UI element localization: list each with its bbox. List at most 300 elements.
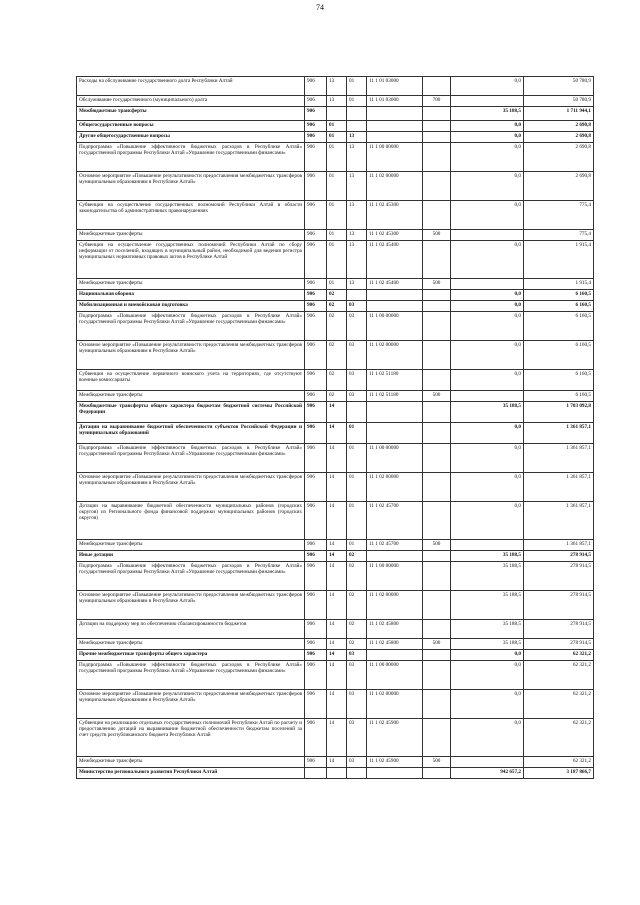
cell-amount-2: 62 321,2 bbox=[524, 650, 594, 661]
table-row bbox=[77, 391, 594, 402]
cell-name: Расходы на обслуживание государственного долга Республики Алтай bbox=[77, 77, 305, 96]
cell-subsection: 03 bbox=[347, 312, 367, 341]
cell-expense-type bbox=[423, 132, 451, 143]
cell-amount-2: 6 160,5 bbox=[524, 391, 594, 402]
cell-ved: 906 bbox=[305, 77, 327, 96]
cell-section: 14 bbox=[327, 591, 347, 620]
cell-target-article: 11 1 02 00000 bbox=[367, 341, 423, 370]
cell-subsection: 01 bbox=[347, 77, 367, 96]
cell-subsection bbox=[347, 107, 367, 121]
cell-amount-2: 1 361 857,1 bbox=[524, 540, 594, 551]
cell-section: 02 bbox=[327, 370, 347, 391]
cell-section: 14 bbox=[327, 661, 347, 690]
cell-subsection: 02 bbox=[347, 562, 367, 591]
cell-amount-1 bbox=[451, 540, 524, 551]
cell-section bbox=[327, 107, 347, 121]
cell-target-article bbox=[367, 650, 423, 661]
cell-amount-1: 0,0 bbox=[451, 241, 524, 279]
cell-expense-type: 700 bbox=[423, 96, 451, 107]
cell-expense-type bbox=[423, 107, 451, 121]
table-row bbox=[77, 121, 594, 132]
cell-target-article bbox=[367, 290, 423, 301]
cell-target-article: 11 1 02 00000 bbox=[367, 172, 423, 201]
cell-name: Основное мероприятие «Повышение результативности предоставления межбюджетных трансферов муниципальным образованиям в Республике Алтай» bbox=[77, 690, 305, 719]
cell-ved: 906 bbox=[305, 201, 327, 230]
cell-subsection: 03 bbox=[347, 661, 367, 690]
table-row bbox=[77, 143, 594, 172]
cell-amount-1: 0,0 bbox=[451, 473, 524, 502]
cell-ved: 906 bbox=[305, 290, 327, 301]
cell-amount-2: 1 361 857,1 bbox=[524, 473, 594, 502]
cell-ved: 906 bbox=[305, 639, 327, 650]
cell-amount-2: 62 321,2 bbox=[524, 690, 594, 719]
cell-amount-1: 35 188,5 bbox=[451, 107, 524, 121]
cell-ved: 906 bbox=[305, 661, 327, 690]
cell-target-article: 11 1 02 51180 bbox=[367, 391, 423, 402]
cell-subsection: 13 bbox=[347, 201, 367, 230]
cell-section: 02 bbox=[327, 391, 347, 402]
cell-section: 14 bbox=[327, 757, 347, 768]
cell-amount-2: 278 914,5 bbox=[524, 562, 594, 591]
cell-ved: 906 bbox=[305, 423, 327, 444]
cell-expense-type: 500 bbox=[423, 230, 451, 241]
cell-amount-2: 278 914,5 bbox=[524, 639, 594, 650]
cell-expense-type bbox=[423, 551, 451, 562]
cell-subsection bbox=[347, 768, 367, 779]
cell-amount-2: 2 690,8 bbox=[524, 121, 594, 132]
table-row bbox=[77, 402, 594, 423]
cell-target-article bbox=[367, 768, 423, 779]
cell-target-article: 11 1 02 45300 bbox=[367, 230, 423, 241]
table-row bbox=[77, 423, 594, 444]
cell-amount-1: 0,0 bbox=[451, 132, 524, 143]
cell-section: 01 bbox=[327, 143, 347, 172]
table-row bbox=[77, 172, 594, 201]
cell-name: Другие общегосударственные вопросы bbox=[77, 132, 305, 143]
cell-amount-1: 0,0 bbox=[451, 370, 524, 391]
cell-amount-2: 1 361 857,1 bbox=[524, 502, 594, 540]
cell-ved: 906 bbox=[305, 690, 327, 719]
cell-subsection: 01 bbox=[347, 473, 367, 502]
cell-name: Межбюджетные трансферты bbox=[77, 230, 305, 241]
cell-amount-1: 0,0 bbox=[451, 444, 524, 473]
table-row bbox=[77, 650, 594, 661]
cell-expense-type: 500 bbox=[423, 757, 451, 768]
table-row bbox=[77, 230, 594, 241]
cell-section: 14 bbox=[327, 650, 347, 661]
cell-subsection: 13 bbox=[347, 230, 367, 241]
cell-name: Обслуживание государственного (муниципального) долга bbox=[77, 96, 305, 107]
table-body bbox=[77, 77, 594, 779]
cell-amount-1: 0,0 bbox=[451, 341, 524, 370]
cell-section: 14 bbox=[327, 402, 347, 423]
cell-amount-1 bbox=[451, 230, 524, 241]
cell-amount-2: 278 914,5 bbox=[524, 551, 594, 562]
cell-amount-1: 0,0 bbox=[451, 172, 524, 201]
cell-ved: 906 bbox=[305, 107, 327, 121]
cell-expense-type bbox=[423, 290, 451, 301]
cell-subsection: 01 bbox=[347, 444, 367, 473]
cell-amount-1: 35 188,5 bbox=[451, 551, 524, 562]
cell-target-article: 11 1 02 45900 bbox=[367, 757, 423, 768]
cell-ved: 906 bbox=[305, 230, 327, 241]
cell-subsection: 02 bbox=[347, 591, 367, 620]
cell-amount-1: 942 657,2 bbox=[451, 768, 524, 779]
cell-section: 01 bbox=[327, 121, 347, 132]
cell-target-article: 11 1 02 45800 bbox=[367, 639, 423, 650]
table-row bbox=[77, 279, 594, 290]
table-row bbox=[77, 290, 594, 301]
cell-ved: 906 bbox=[305, 312, 327, 341]
cell-name: Национальная оборона bbox=[77, 290, 305, 301]
cell-amount-2: 62 321,2 bbox=[524, 719, 594, 757]
cell-target-article: 11 1 00 00000 bbox=[367, 562, 423, 591]
cell-ved: 906 bbox=[305, 301, 327, 312]
cell-amount-2: 278 914,5 bbox=[524, 591, 594, 620]
cell-expense-type bbox=[423, 402, 451, 423]
cell-target-article: 11 1 02 00000 bbox=[367, 591, 423, 620]
cell-subsection: 02 bbox=[347, 551, 367, 562]
cell-ved: 906 bbox=[305, 391, 327, 402]
cell-amount-2: 1 711 944,1 bbox=[524, 107, 594, 121]
cell-amount-1: 35 188,5 bbox=[451, 620, 524, 639]
cell-amount-1: 0,0 bbox=[451, 301, 524, 312]
cell-target-article bbox=[367, 107, 423, 121]
cell-name: Субвенции на осуществление государственных полномочий Республики Алтай по сбору информации от поселений, входящих в муниципальный район, необходимой для ведения регистра муниципальных нормативных правовых актов в Республике Алтай bbox=[77, 241, 305, 279]
table-row bbox=[77, 661, 594, 690]
cell-name: Министерство регионального развития Республики Алтай bbox=[77, 768, 305, 779]
cell-amount-1: 0,0 bbox=[451, 201, 524, 230]
cell-name: Подпрограмма «Повышение эффективности бюджетных расходов в Республике Алтай» государственной программы Республики Алтай «Управление государственными финансами» bbox=[77, 562, 305, 591]
cell-target-article: 11 1 02 45900 bbox=[367, 719, 423, 757]
cell-amount-2: 6 160,5 bbox=[524, 370, 594, 391]
cell-section: 01 bbox=[327, 241, 347, 279]
cell-amount-1: 0,0 bbox=[451, 312, 524, 341]
cell-ved: 906 bbox=[305, 241, 327, 279]
cell-expense-type bbox=[423, 444, 451, 473]
cell-section: 02 bbox=[327, 301, 347, 312]
cell-name: Дотации на выравнивание бюджетной обеспеченности субъектов Российской Федерации и муниципальных образований bbox=[77, 423, 305, 444]
cell-subsection: 13 bbox=[347, 279, 367, 290]
cell-target-article: 11 1 00 00000 bbox=[367, 312, 423, 341]
table-row bbox=[77, 341, 594, 370]
cell-ved: 906 bbox=[305, 473, 327, 502]
cell-amount-1: 0,0 bbox=[451, 661, 524, 690]
cell-expense-type: 500 bbox=[423, 279, 451, 290]
cell-target-article: 11 1 02 45400 bbox=[367, 241, 423, 279]
cell-expense-type bbox=[423, 312, 451, 341]
cell-amount-1: 0,0 bbox=[451, 423, 524, 444]
cell-subsection: 03 bbox=[347, 341, 367, 370]
cell-target-article bbox=[367, 132, 423, 143]
cell-expense-type bbox=[423, 473, 451, 502]
cell-subsection: 13 bbox=[347, 172, 367, 201]
cell-expense-type bbox=[423, 301, 451, 312]
cell-section: 02 bbox=[327, 312, 347, 341]
table-row bbox=[77, 540, 594, 551]
cell-expense-type bbox=[423, 77, 451, 96]
cell-ved: 906 bbox=[305, 719, 327, 757]
cell-amount-2: 2 690,8 bbox=[524, 172, 594, 201]
cell-target-article: 11 1 02 45700 bbox=[367, 540, 423, 551]
cell-amount-1: 0,0 bbox=[451, 690, 524, 719]
cell-expense-type bbox=[423, 562, 451, 591]
cell-subsection: 01 bbox=[347, 423, 367, 444]
cell-target-article: 11 1 01 03000 bbox=[367, 96, 423, 107]
cell-amount-2: 62 321,2 bbox=[524, 757, 594, 768]
cell-expense-type bbox=[423, 121, 451, 132]
cell-target-article: 11 1 02 00000 bbox=[367, 473, 423, 502]
cell-subsection: 03 bbox=[347, 719, 367, 757]
cell-target-article: 11 1 02 45300 bbox=[367, 201, 423, 230]
cell-expense-type: 500 bbox=[423, 540, 451, 551]
cell-subsection: 03 bbox=[347, 370, 367, 391]
table-row bbox=[77, 690, 594, 719]
cell-name: Основное мероприятие «Повышение результативности предоставления межбюджетных трансферов муниципальным образованиям в Республике Алтай» bbox=[77, 341, 305, 370]
table-row bbox=[77, 768, 594, 779]
cell-section: 01 bbox=[327, 132, 347, 143]
table-row bbox=[77, 301, 594, 312]
cell-section: 01 bbox=[327, 201, 347, 230]
cell-ved: 906 bbox=[305, 444, 327, 473]
cell-ved: 906 bbox=[305, 562, 327, 591]
cell-section: 14 bbox=[327, 690, 347, 719]
table-row bbox=[77, 96, 594, 107]
cell-ved: 906 bbox=[305, 502, 327, 540]
cell-section: 14 bbox=[327, 502, 347, 540]
cell-amount-1: 35 188,5 bbox=[451, 639, 524, 650]
table-row bbox=[77, 132, 594, 143]
cell-section: 14 bbox=[327, 444, 347, 473]
table-row bbox=[77, 77, 594, 96]
cell-amount-2: 1 361 857,1 bbox=[524, 423, 594, 444]
cell-name: Основное мероприятие «Повышение результативности предоставления межбюджетных трансферов муниципальным образованиям в Республике Алтай» bbox=[77, 172, 305, 201]
cell-amount-1: 35 188,5 bbox=[451, 562, 524, 591]
cell-subsection bbox=[347, 290, 367, 301]
cell-name: Дотации на выравнивание бюджетной обеспеченности муниципальных районов (городских округов) из Регионального фонда финансовой поддержки муниципальных районов (городских округов) bbox=[77, 502, 305, 540]
cell-amount-1: 0,0 bbox=[451, 143, 524, 172]
cell-section: 13 bbox=[327, 77, 347, 96]
cell-subsection bbox=[347, 402, 367, 423]
cell-name: Субвенции на осуществление государственных полномочий Республики Алтай в области законодательства об административных правонарушениях bbox=[77, 201, 305, 230]
cell-ved: 906 bbox=[305, 620, 327, 639]
cell-name: Дотации на поддержку мер по обеспечению сбалансированности бюджетов bbox=[77, 620, 305, 639]
cell-amount-2: 775,4 bbox=[524, 201, 594, 230]
cell-subsection: 02 bbox=[347, 620, 367, 639]
cell-section: 14 bbox=[327, 551, 347, 562]
cell-section: 14 bbox=[327, 473, 347, 502]
cell-section: 02 bbox=[327, 290, 347, 301]
table-row bbox=[77, 107, 594, 121]
cell-ved: 906 bbox=[305, 96, 327, 107]
table-row bbox=[77, 591, 594, 620]
cell-expense-type bbox=[423, 241, 451, 279]
cell-name: Подпрограмма «Повышение эффективности бюджетных расходов в Республике Алтай» государственной программы Республики Алтай «Управление государственными финансами» bbox=[77, 661, 305, 690]
cell-amount-2: 2 690,8 bbox=[524, 132, 594, 143]
cell-section: 01 bbox=[327, 230, 347, 241]
cell-amount-1: 0,0 bbox=[451, 77, 524, 96]
cell-amount-1: 35 188,5 bbox=[451, 591, 524, 620]
cell-amount-2: 1 703 092,8 bbox=[524, 402, 594, 423]
table-row bbox=[77, 312, 594, 341]
cell-name: Подпрограмма «Повышение эффективности бюджетных расходов в Республике Алтай» государственной программы Республики Алтай «Управление государственными финансами» bbox=[77, 143, 305, 172]
cell-subsection: 03 bbox=[347, 301, 367, 312]
cell-section: 02 bbox=[327, 341, 347, 370]
cell-target-article: 11 1 00 00000 bbox=[367, 143, 423, 172]
cell-expense-type: 500 bbox=[423, 639, 451, 650]
cell-section: 14 bbox=[327, 620, 347, 639]
cell-target-article: 11 1 02 45800 bbox=[367, 620, 423, 639]
cell-name: Субвенции на реализацию отдельных государственных полномочий Республики Алтай по расчету и предоставлению дотаций на выравнивание бюджетной обеспеченности бюджетам поселений за счет средств республиканского бюджета Республики Алтай bbox=[77, 719, 305, 757]
table-row bbox=[77, 370, 594, 391]
cell-amount-2: 1 915,4 bbox=[524, 241, 594, 279]
budget-table bbox=[76, 76, 594, 779]
cell-ved: 906 bbox=[305, 402, 327, 423]
cell-section: 01 bbox=[327, 279, 347, 290]
cell-expense-type bbox=[423, 502, 451, 540]
cell-amount-1 bbox=[451, 96, 524, 107]
cell-target-article bbox=[367, 121, 423, 132]
cell-name: Прочие межбюджетные трансферты общего характера bbox=[77, 650, 305, 661]
cell-expense-type bbox=[423, 143, 451, 172]
table-row bbox=[77, 639, 594, 650]
cell-expense-type bbox=[423, 201, 451, 230]
cell-amount-1: 0,0 bbox=[451, 650, 524, 661]
cell-expense-type bbox=[423, 423, 451, 444]
cell-name: Межбюджетные трансферты общего характера бюджетам бюджетной системы Российской Федерации bbox=[77, 402, 305, 423]
cell-section: 13 bbox=[327, 96, 347, 107]
cell-name: Основное мероприятие «Повышение результативности предоставления межбюджетных трансферов муниципальным образованиям в Республике Алтай» bbox=[77, 591, 305, 620]
cell-target-article: 11 1 02 45400 bbox=[367, 279, 423, 290]
cell-name: Субвенции на осуществление первичного воинского учета на территориях, где отсутствуют военные комиссариаты bbox=[77, 370, 305, 391]
cell-amount-1: 0,0 bbox=[451, 121, 524, 132]
cell-ved: 906 bbox=[305, 172, 327, 201]
cell-subsection: 13 bbox=[347, 241, 367, 279]
cell-target-article bbox=[367, 423, 423, 444]
table-row bbox=[77, 757, 594, 768]
cell-name: Межбюджетные трансферты bbox=[77, 757, 305, 768]
cell-amount-2: 50 780,9 bbox=[524, 77, 594, 96]
page-number: 74 bbox=[316, 3, 324, 12]
cell-subsection: 02 bbox=[347, 639, 367, 650]
cell-section: 14 bbox=[327, 719, 347, 757]
cell-amount-2: 775,4 bbox=[524, 230, 594, 241]
cell-section: 14 bbox=[327, 423, 347, 444]
table-row bbox=[77, 562, 594, 591]
cell-amount-1: 0,0 bbox=[451, 502, 524, 540]
cell-ved: 906 bbox=[305, 650, 327, 661]
cell-expense-type bbox=[423, 690, 451, 719]
cell-target-article: 11 1 00 00000 bbox=[367, 444, 423, 473]
cell-section: 14 bbox=[327, 639, 347, 650]
cell-amount-2: 2 690,8 bbox=[524, 143, 594, 172]
cell-subsection: 01 bbox=[347, 540, 367, 551]
cell-section: 01 bbox=[327, 172, 347, 201]
cell-target-article: 11 1 01 03000 bbox=[367, 77, 423, 96]
table-row bbox=[77, 502, 594, 540]
cell-name: Основное мероприятие «Повышение результативности предоставления межбюджетных трансферов муниципальным образованиям в Республике Алтай» bbox=[77, 473, 305, 502]
cell-amount-1 bbox=[451, 391, 524, 402]
cell-target-article: 11 1 02 51180 bbox=[367, 370, 423, 391]
cell-expense-type bbox=[423, 620, 451, 639]
cell-name: Межбюджетные трансферты bbox=[77, 107, 305, 121]
cell-amount-1 bbox=[451, 279, 524, 290]
cell-subsection bbox=[347, 121, 367, 132]
cell-section: 14 bbox=[327, 562, 347, 591]
cell-name: Межбюджетные трансферты bbox=[77, 391, 305, 402]
cell-target-article: 11 1 00 00000 bbox=[367, 661, 423, 690]
cell-subsection: 13 bbox=[347, 132, 367, 143]
cell-name: Иные дотации bbox=[77, 551, 305, 562]
cell-amount-1: 0,0 bbox=[451, 290, 524, 301]
cell-ved: 906 bbox=[305, 279, 327, 290]
cell-ved: 906 bbox=[305, 143, 327, 172]
cell-name: Общегосударственные вопросы bbox=[77, 121, 305, 132]
cell-section bbox=[327, 768, 347, 779]
table-row bbox=[77, 620, 594, 639]
cell-name: Мобилизационная и вневойсковая подготовка bbox=[77, 301, 305, 312]
cell-subsection: 03 bbox=[347, 690, 367, 719]
cell-name: Межбюджетные трансферты bbox=[77, 639, 305, 650]
cell-name: Межбюджетные трансферты bbox=[77, 279, 305, 290]
cell-expense-type bbox=[423, 370, 451, 391]
cell-subsection: 03 bbox=[347, 650, 367, 661]
table-row bbox=[77, 719, 594, 757]
cell-subsection: 03 bbox=[347, 757, 367, 768]
cell-ved: 906 bbox=[305, 757, 327, 768]
cell-amount-2: 278 914,5 bbox=[524, 620, 594, 639]
cell-target-article bbox=[367, 551, 423, 562]
cell-ved: 906 bbox=[305, 370, 327, 391]
cell-name: Межбюджетные трансферты bbox=[77, 540, 305, 551]
cell-subsection: 01 bbox=[347, 96, 367, 107]
cell-amount-1 bbox=[451, 757, 524, 768]
cell-amount-2: 3 187 866,7 bbox=[524, 768, 594, 779]
cell-target-article: 11 1 02 00000 bbox=[367, 690, 423, 719]
cell-amount-2: 1 915,4 bbox=[524, 279, 594, 290]
cell-subsection: 13 bbox=[347, 143, 367, 172]
cell-section: 14 bbox=[327, 540, 347, 551]
cell-name: Подпрограмма «Повышение эффективности бюджетных расходов в Республике Алтай» государственной программы Республики Алтай «Управление государственными финансами» bbox=[77, 444, 305, 473]
cell-expense-type bbox=[423, 591, 451, 620]
cell-expense-type bbox=[423, 172, 451, 201]
cell-amount-2: 50 780,9 bbox=[524, 96, 594, 107]
table-row bbox=[77, 473, 594, 502]
cell-name: Подпрограмма «Повышение эффективности бюджетных расходов в Республике Алтай» государственной программы Республики Алтай «Управление государственными финансами» bbox=[77, 312, 305, 341]
table-row bbox=[77, 444, 594, 473]
cell-amount-2: 62 321,2 bbox=[524, 661, 594, 690]
cell-ved: 906 bbox=[305, 540, 327, 551]
cell-amount-2: 6 160,5 bbox=[524, 341, 594, 370]
cell-target-article bbox=[367, 301, 423, 312]
cell-amount-2: 6 160,5 bbox=[524, 301, 594, 312]
cell-amount-2: 1 361 857,1 bbox=[524, 444, 594, 473]
cell-expense-type: 500 bbox=[423, 391, 451, 402]
cell-ved: 906 bbox=[305, 341, 327, 370]
table-row bbox=[77, 241, 594, 279]
table-row bbox=[77, 201, 594, 230]
cell-amount-2: 6 160,5 bbox=[524, 312, 594, 341]
table-row bbox=[77, 551, 594, 562]
cell-expense-type bbox=[423, 719, 451, 757]
cell-expense-type bbox=[423, 768, 451, 779]
cell-ved: 906 bbox=[305, 132, 327, 143]
cell-amount-2: 6 160,5 bbox=[524, 290, 594, 301]
cell-expense-type bbox=[423, 341, 451, 370]
cell-expense-type bbox=[423, 650, 451, 661]
cell-ved bbox=[305, 768, 327, 779]
cell-subsection: 01 bbox=[347, 502, 367, 540]
